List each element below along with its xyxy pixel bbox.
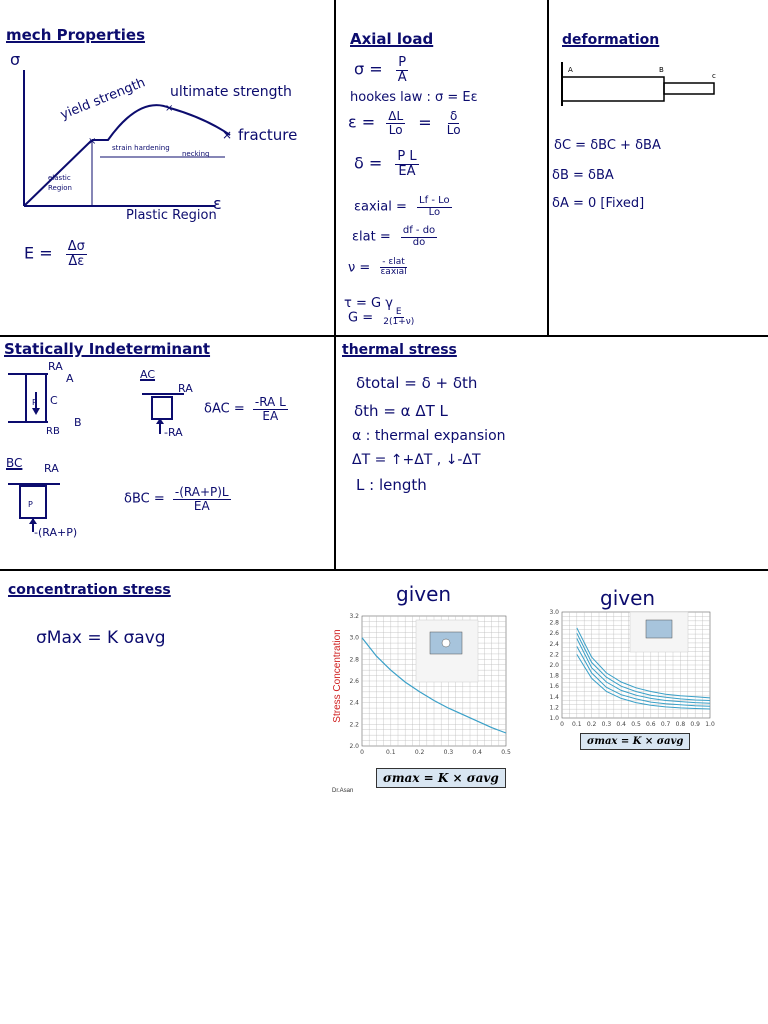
- elastic-label: elastic: [48, 174, 71, 182]
- svg-text:×: ×: [88, 136, 97, 147]
- svg-text:×: ×: [165, 103, 174, 114]
- yield-label: yield strength: [58, 75, 148, 123]
- shear-modulus-frac: [381, 308, 416, 328]
- chart-ytick-label: 1.0: [549, 715, 559, 722]
- deform-label-c: c: [712, 72, 716, 80]
- svg-text:×: ×: [222, 128, 233, 142]
- elat-lhs: εlat =: [352, 229, 391, 245]
- chart-ytick-label: 1.2: [549, 704, 559, 712]
- chart-xtick-label: 0.9: [690, 721, 700, 728]
- chart-xtick-label: 0.4: [472, 749, 482, 756]
- indet-bc-title: BC: [6, 456, 23, 470]
- indet-bc-minus: -(RA+P): [34, 526, 78, 539]
- chart-ytick-label: 2.4: [549, 640, 559, 648]
- indet-c: C: [50, 394, 58, 407]
- fracture-label: fracture: [238, 126, 298, 144]
- sigma-eq-lhs: σ =: [354, 59, 383, 79]
- given-label-2: given: [600, 586, 656, 610]
- conc-eq: σMax = K σavg: [36, 628, 166, 648]
- shear-modulus-lhs: G =: [348, 310, 374, 326]
- chart1-formula: σmax = K × σavg: [376, 768, 506, 788]
- modulus-equation: [24, 240, 87, 268]
- chart-ytick-label: 2.0: [549, 662, 559, 669]
- indet-bc-ra: RA: [44, 462, 59, 475]
- sigma-frac: [396, 56, 409, 84]
- elat-den: do: [412, 236, 426, 248]
- mech-title: mech Properties: [6, 26, 146, 44]
- chart-ytick-label: 1.8: [549, 672, 559, 680]
- modulus-fraction: [66, 240, 87, 268]
- dac-frac: [253, 396, 288, 422]
- indet-dac-eq: [204, 396, 288, 422]
- deform-label-a: A: [568, 66, 573, 74]
- thermal-eq-5: L : length: [356, 476, 427, 494]
- chart-xtick-label: 0.3: [601, 721, 612, 728]
- deflection-eq: [354, 150, 419, 178]
- divider-v-top-1: [334, 0, 336, 570]
- modulus-den: Δε: [68, 253, 85, 269]
- strain-hardening-label: strain hardening: [112, 144, 170, 152]
- chart-ytick-label: 2.4: [349, 699, 359, 707]
- chart-xtick-label: 0.7: [660, 721, 671, 728]
- deform-label-b: B: [659, 66, 664, 74]
- indet-ra: RA: [48, 360, 63, 373]
- chart-xtick-label: 0.8: [675, 721, 686, 728]
- divider-h-1: [0, 335, 768, 337]
- indet-bc-p: P: [28, 500, 33, 509]
- chart-xtick-label: 0.2: [414, 749, 425, 756]
- eaxial-frac: [417, 196, 452, 218]
- plastic-region-label: Plastic Region: [126, 208, 217, 223]
- sigma-axis-label: σ: [10, 50, 21, 69]
- chart-ytick-label: 2.8: [349, 656, 359, 664]
- thermal-eq-4: ΔT = ↑+ΔT , ↓-ΔT: [352, 452, 481, 468]
- chart1-credit: Dr.Asan: [332, 788, 354, 794]
- chart-ytick-label: 2.8: [549, 619, 559, 627]
- dbc-num: -(RA+P)L: [174, 485, 229, 499]
- poisson-num: - εlat: [382, 257, 405, 267]
- indet-ac-minus-ra: -RA: [164, 426, 183, 439]
- chart1-xticks: [360, 749, 511, 756]
- poisson-eq: [348, 258, 409, 278]
- chart-ytick-label: 1.6: [549, 683, 559, 691]
- thermal-eq-1: δtotal = δ + δth: [356, 374, 478, 392]
- modulus-lhs: E =: [24, 243, 53, 263]
- dbc-frac: [173, 486, 231, 512]
- eaxial-eq: [354, 196, 452, 218]
- thermal-eq-2: δth = α ΔT L: [354, 402, 448, 420]
- chart-xtick-label: 0.5: [631, 721, 641, 728]
- chart1-ylabel: Stress Concentration: [332, 629, 343, 723]
- region-label: Region: [48, 184, 72, 192]
- indet-title: Statically Indeterminant: [4, 340, 211, 358]
- thermal-title: thermal stress: [342, 342, 457, 358]
- chart1-yticks: [349, 613, 359, 750]
- elat-num: df - do: [402, 225, 436, 236]
- deformation-title: deformation: [562, 32, 660, 48]
- chart-ytick-label: 3.0: [549, 609, 559, 616]
- chart-ytick-label: 1.4: [549, 693, 559, 701]
- sigma-num: P: [398, 55, 407, 70]
- poisson-frac: [378, 258, 408, 278]
- chart-xtick-label: 0.5: [501, 749, 511, 756]
- chart-xtick-label: 0.3: [443, 749, 454, 756]
- chart-xtick-label: 0.2: [586, 721, 597, 728]
- deform-eq-3: δA = 0 [Fixed]: [552, 196, 645, 211]
- deform-eq-1: δC = δBC + δBA: [554, 138, 661, 153]
- hookes-law: hookes law : σ = Eε: [350, 90, 478, 105]
- dac-lhs: δAC =: [204, 401, 245, 417]
- elat-eq: [352, 226, 437, 248]
- strain-num-1: ΔL: [388, 109, 404, 123]
- given-label-1: given: [396, 582, 452, 606]
- bar-diagram: [556, 60, 726, 110]
- strain-lhs: ε =: [348, 112, 376, 132]
- sigma-den: A: [397, 69, 407, 85]
- deflection-lhs: δ =: [354, 153, 383, 173]
- chart2-yticks: [549, 609, 559, 722]
- chart2-inset-part: [646, 620, 672, 638]
- deform-eq-2: δB = δBA: [552, 168, 614, 183]
- chart-ytick-label: 2.2: [349, 721, 359, 729]
- chart1-inset-hole: [442, 639, 450, 647]
- modulus-num: Δσ: [67, 239, 85, 254]
- indet-ac-title: AC: [140, 368, 156, 381]
- dac-den: EA: [262, 408, 279, 423]
- chart-xtick-label: 1.0: [705, 721, 715, 728]
- chart2-formula: σmax = K × σavg: [580, 733, 690, 750]
- chart-xtick-label: 0.1: [386, 749, 396, 756]
- divider-v-top-2: [547, 0, 549, 336]
- deflection-den: EA: [398, 163, 416, 179]
- epsilon-axis-label: ε: [213, 194, 222, 213]
- elat-frac: [401, 226, 437, 248]
- indet-dbc-eq: [124, 486, 231, 512]
- dbc-den: EA: [193, 498, 210, 513]
- chart2-xticks: [560, 721, 715, 728]
- chart-ytick-label: 2.2: [549, 651, 559, 659]
- thermal-eq-3: α : thermal expansion: [352, 428, 506, 444]
- chart-xtick-label: 0.4: [616, 721, 626, 728]
- shear-modulus-den: 2(1+ν): [383, 317, 415, 328]
- dac-num: -RA L: [254, 395, 286, 409]
- chart-xtick-label: 0.1: [572, 721, 582, 728]
- shear-modulus-eq: [348, 308, 416, 328]
- indet-ac-ra: RA: [178, 382, 193, 395]
- strain-num-2: δ: [449, 109, 458, 123]
- strain-frac-1: [386, 110, 405, 136]
- eaxial-lhs: εaxial =: [354, 199, 407, 215]
- necking-label: necking: [182, 150, 210, 158]
- conc-title: concentration stress: [8, 582, 171, 598]
- axial-title: Axial load: [350, 30, 434, 48]
- strain-den-2: Lo: [446, 122, 461, 137]
- strain-den-1: Lo: [388, 122, 403, 137]
- chart-xtick-label: 0: [360, 749, 364, 756]
- chart-ytick-label: 3.0: [349, 634, 359, 642]
- deflection-num: P L: [397, 149, 417, 164]
- ultimate-label: ultimate strength: [170, 84, 292, 100]
- strain-eq: ε = $\frac{\Delta L}{Lo}$ = $\frac{\delta}{Lo}$: [348, 109, 461, 137]
- chart-ytick-label: 2.0: [349, 743, 359, 750]
- chart-ytick-label: 3.2: [349, 613, 359, 620]
- deflection-frac: [395, 150, 418, 178]
- eaxial-den: Lo: [428, 206, 441, 218]
- chart-ytick-label: 2.6: [349, 678, 359, 685]
- shear-eq: τ = G γ: [344, 296, 393, 311]
- indet-p: P: [32, 398, 37, 407]
- sigma-eq: [354, 56, 409, 84]
- eaxial-num: Lf - Lo: [419, 195, 450, 206]
- indet-b: B: [74, 416, 82, 429]
- chart-xtick-label: 0: [560, 721, 564, 728]
- divider-h-2: [0, 569, 768, 571]
- shear-modulus-num: E: [395, 307, 402, 317]
- poisson-den: εaxial: [380, 267, 407, 278]
- indet-a: A: [66, 372, 74, 385]
- indet-rb: RB: [46, 426, 60, 437]
- chart-xtick-label: 0.6: [646, 721, 656, 728]
- chart-ytick-label: 2.6: [549, 630, 559, 638]
- poisson-lhs: ν =: [348, 260, 371, 276]
- strain-frac-2: [445, 110, 463, 136]
- dbc-lhs: δBC =: [124, 491, 165, 507]
